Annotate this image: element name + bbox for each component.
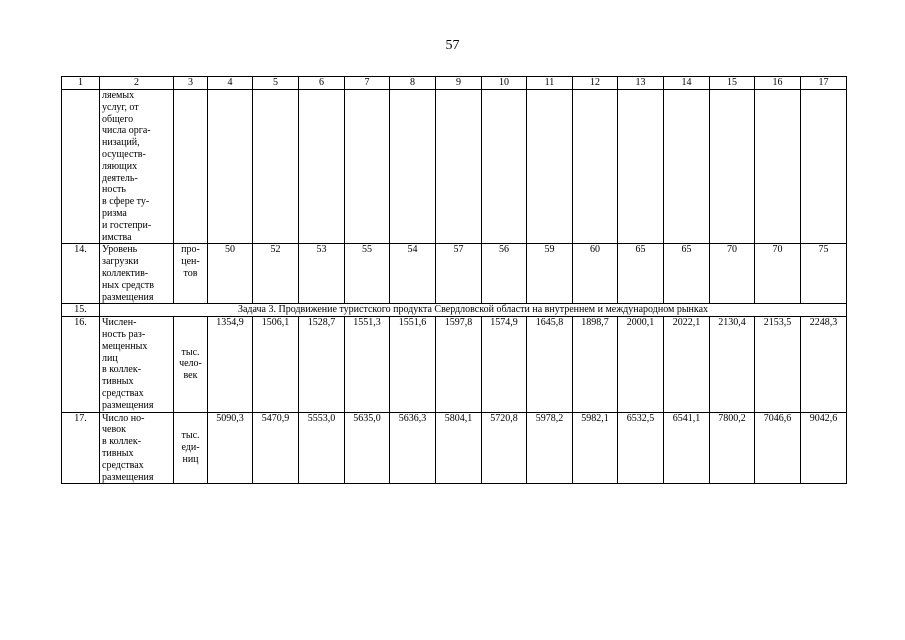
value-cell: 65 bbox=[618, 244, 664, 304]
value-cell: 5553,0 bbox=[299, 412, 345, 484]
column-header: 16 bbox=[755, 77, 801, 90]
column-header: 15 bbox=[710, 77, 755, 90]
value-cell bbox=[208, 90, 253, 244]
unit-line: чело- bbox=[179, 358, 202, 370]
indicator-table bbox=[61, 76, 847, 484]
value-cell: 2248,3 bbox=[801, 317, 847, 412]
value-cell: 5470,9 bbox=[253, 412, 299, 484]
column-header: 5 bbox=[253, 77, 299, 90]
row-number-cell: 14. bbox=[62, 244, 100, 304]
value-cell bbox=[801, 90, 847, 244]
column-header: 17 bbox=[801, 77, 847, 90]
label-line: осуществ- bbox=[102, 148, 146, 160]
label-line: средствах bbox=[102, 387, 144, 399]
column-header: 7 bbox=[345, 77, 390, 90]
label-line: средствах bbox=[102, 459, 144, 471]
label-line: лиц bbox=[102, 352, 118, 364]
value-cell: 1528,7 bbox=[299, 317, 345, 412]
value-cell: 5978,2 bbox=[527, 412, 573, 484]
unit-line: век bbox=[183, 370, 198, 382]
column-header: 14 bbox=[664, 77, 710, 90]
unit-cell bbox=[174, 90, 208, 244]
label-line: Числен- bbox=[102, 317, 137, 329]
value-cell: 75 bbox=[801, 244, 847, 304]
label-line: тивных bbox=[102, 376, 134, 388]
label-line: общего bbox=[102, 113, 134, 125]
value-cell: 1551,6 bbox=[390, 317, 436, 412]
indicator-label bbox=[100, 90, 174, 244]
value-cell: 1574,9 bbox=[482, 317, 527, 412]
value-cell: 1898,7 bbox=[573, 317, 618, 412]
column-header: 6 bbox=[299, 77, 345, 90]
table-row bbox=[62, 244, 847, 304]
value-cell bbox=[253, 90, 299, 244]
value-cell: 5636,3 bbox=[390, 412, 436, 484]
task-row bbox=[62, 304, 847, 317]
value-cell bbox=[664, 90, 710, 244]
value-cell: 57 bbox=[436, 244, 482, 304]
value-cell: 55 bbox=[345, 244, 390, 304]
label-line: ность bbox=[102, 184, 126, 196]
value-cell: 5090,3 bbox=[208, 412, 253, 484]
label-line: и гостепри- bbox=[102, 219, 152, 231]
column-header: 3 bbox=[174, 77, 208, 90]
value-cell bbox=[436, 90, 482, 244]
label-line: ность раз- bbox=[102, 328, 146, 340]
value-cell: 52 bbox=[253, 244, 299, 304]
label-line: размещения bbox=[102, 291, 154, 303]
indicator-label bbox=[100, 244, 174, 304]
column-header: 11 bbox=[527, 77, 573, 90]
label-line: имства bbox=[102, 231, 132, 243]
value-cell: 54 bbox=[390, 244, 436, 304]
page-number: 57 bbox=[445, 38, 460, 53]
value-cell bbox=[573, 90, 618, 244]
unit-line: ниц bbox=[182, 453, 199, 465]
value-cell bbox=[482, 90, 527, 244]
label-line: в сфере ту- bbox=[102, 196, 150, 208]
unit-line: тов bbox=[183, 267, 198, 279]
value-cell: 1645,8 bbox=[527, 317, 573, 412]
column-header: 9 bbox=[436, 77, 482, 90]
label-line: низаций, bbox=[102, 137, 140, 149]
table-row bbox=[62, 412, 847, 484]
value-cell: 2130,4 bbox=[710, 317, 755, 412]
value-cell: 9042,6 bbox=[801, 412, 847, 484]
unit-cell bbox=[174, 244, 208, 304]
label-line: тивных bbox=[102, 447, 134, 459]
label-line: Уровень bbox=[102, 244, 138, 256]
value-cell: 59 bbox=[527, 244, 573, 304]
unit-line: тыс. bbox=[181, 430, 200, 442]
column-header: 1 bbox=[62, 77, 100, 90]
row-number-cell: 15. bbox=[62, 304, 100, 317]
value-cell: 65 bbox=[664, 244, 710, 304]
value-cell: 1597,8 bbox=[436, 317, 482, 412]
column-header: 2 bbox=[100, 77, 174, 90]
unit-cell bbox=[174, 412, 208, 484]
row-number-cell: 17. bbox=[62, 412, 100, 484]
column-header: 8 bbox=[390, 77, 436, 90]
value-cell: 5720,8 bbox=[482, 412, 527, 484]
label-line: ных средств bbox=[102, 279, 154, 291]
column-header: 10 bbox=[482, 77, 527, 90]
label-line: в коллек- bbox=[102, 436, 142, 448]
value-cell bbox=[755, 90, 801, 244]
value-cell: 60 bbox=[573, 244, 618, 304]
table-row-continuation bbox=[62, 90, 847, 244]
value-cell: 2153,5 bbox=[755, 317, 801, 412]
label-line: загрузки bbox=[102, 256, 139, 268]
unit-line: цен- bbox=[181, 256, 200, 268]
value-cell: 2000,1 bbox=[618, 317, 664, 412]
column-header: 13 bbox=[618, 77, 664, 90]
unit-line: еди- bbox=[181, 442, 200, 453]
value-cell: 1551,3 bbox=[345, 317, 390, 412]
label-line: ляющих bbox=[102, 160, 138, 172]
value-cell bbox=[618, 90, 664, 244]
unit-line: тыс. bbox=[181, 346, 200, 358]
value-cell: 6541,1 bbox=[664, 412, 710, 484]
task-title: Задача 3. Продвижение туристского продукта Свердловской области на внутреннем и международном рынках bbox=[100, 304, 847, 317]
value-cell: 5804,1 bbox=[436, 412, 482, 484]
value-cell: 1506,1 bbox=[253, 317, 299, 412]
row-number-cell: 16. bbox=[62, 317, 100, 412]
value-cell bbox=[299, 90, 345, 244]
label-line: ляемых bbox=[102, 90, 135, 101]
value-cell bbox=[710, 90, 755, 244]
column-header: 12 bbox=[573, 77, 618, 90]
label-line: коллектив- bbox=[102, 267, 149, 279]
value-cell: 7800,2 bbox=[710, 412, 755, 484]
row-number-cell bbox=[62, 90, 100, 244]
label-line: Число но- bbox=[102, 412, 145, 424]
label-line: размещения bbox=[102, 471, 154, 483]
column-header: 4 bbox=[208, 77, 253, 90]
label-line: деятель- bbox=[102, 172, 138, 184]
value-cell: 5982,1 bbox=[573, 412, 618, 484]
value-cell bbox=[345, 90, 390, 244]
column-number-row bbox=[62, 77, 847, 90]
table-row bbox=[62, 317, 847, 412]
value-cell: 1354,9 bbox=[208, 317, 253, 412]
value-cell: 70 bbox=[710, 244, 755, 304]
label-line: размещения bbox=[102, 399, 154, 411]
value-cell: 53 bbox=[299, 244, 345, 304]
value-cell: 7046,6 bbox=[755, 412, 801, 484]
label-line: в коллек- bbox=[102, 364, 142, 376]
value-cell: 5635,0 bbox=[345, 412, 390, 484]
label-line: числа орга- bbox=[102, 125, 151, 137]
label-line: ризма bbox=[102, 207, 127, 219]
value-cell: 56 bbox=[482, 244, 527, 304]
label-line: чевок bbox=[102, 424, 126, 436]
value-cell: 6532,5 bbox=[618, 412, 664, 484]
unit-line: про- bbox=[181, 244, 200, 256]
label-line: услуг, от bbox=[102, 101, 139, 113]
indicator-label bbox=[100, 317, 174, 412]
unit-cell bbox=[174, 317, 208, 412]
value-cell: 50 bbox=[208, 244, 253, 304]
value-cell: 70 bbox=[755, 244, 801, 304]
label-line: мещенных bbox=[102, 340, 148, 352]
value-cell bbox=[390, 90, 436, 244]
value-cell: 2022,1 bbox=[664, 317, 710, 412]
value-cell bbox=[527, 90, 573, 244]
indicator-label bbox=[100, 412, 174, 484]
